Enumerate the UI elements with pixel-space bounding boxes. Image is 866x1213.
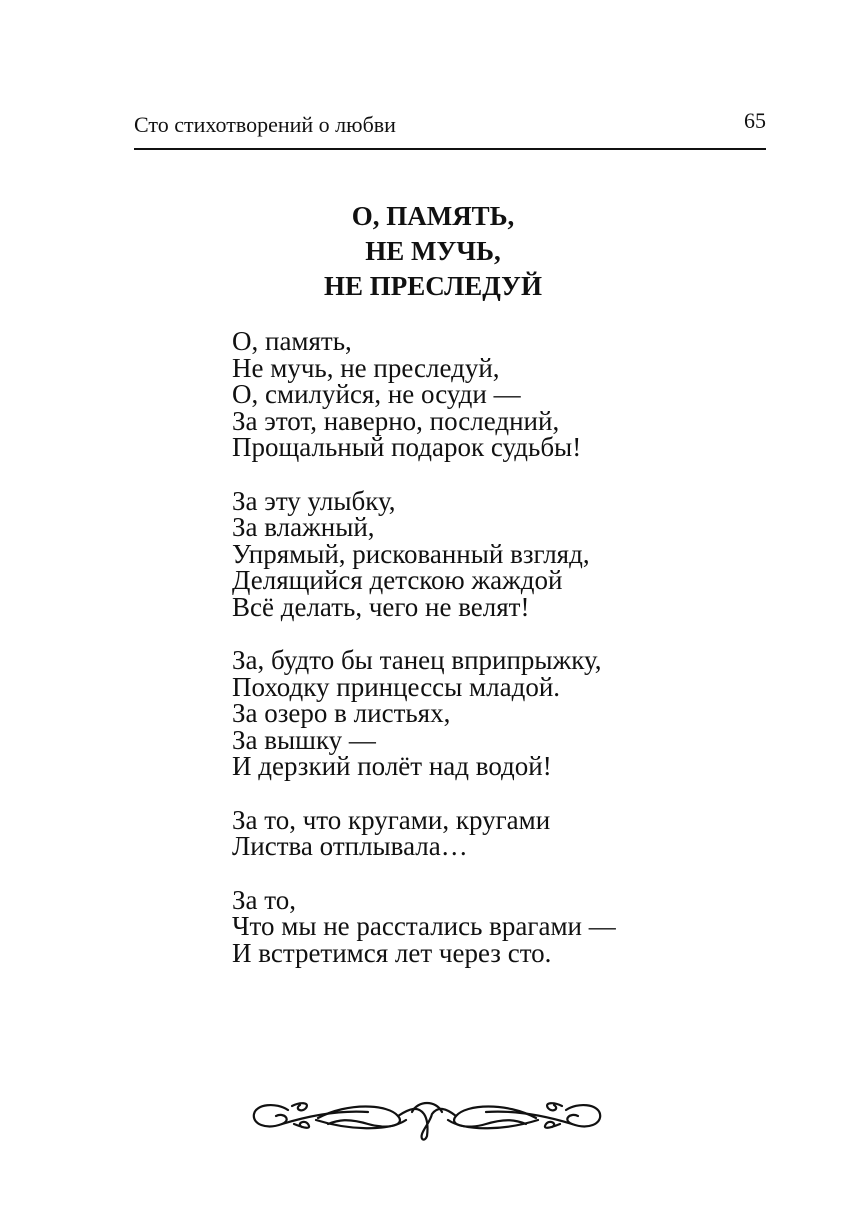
poem-line: Упрямый, рискованный взгляд, <box>232 538 590 569</box>
stanza <box>232 647 792 780</box>
poem-line: За то, <box>232 884 296 915</box>
poem-line: Что мы не расстались врагами — <box>232 911 616 941</box>
poem-line: Прощальный подарок судьбы! <box>232 432 582 462</box>
page-number: 65 <box>744 108 766 133</box>
poem-line: И встретимся лет через сто. <box>232 937 552 968</box>
flourish-divider-icon <box>248 1094 606 1146</box>
stanza <box>232 328 792 461</box>
poem-line: За эту улыбку, <box>232 485 396 516</box>
poem-line: О, память, <box>232 326 352 356</box>
stanza <box>232 804 792 861</box>
poem-line: За, будто бы танец вприпрыжку, <box>232 645 602 675</box>
poem-line: Всё делать, чего не велят! <box>232 591 530 622</box>
running-header <box>134 108 766 150</box>
poem-line: За озеро в листьях, <box>232 698 451 728</box>
poem-line: О, смилуйся, не осуди — <box>232 379 521 409</box>
poem-line: За этот, наверно, последний, <box>232 405 560 436</box>
stanza <box>232 884 792 968</box>
poem-line: За то, что кругами, кругами <box>232 804 551 835</box>
poem-title-line: О, ПАМЯТЬ, <box>351 201 515 231</box>
poem-title <box>0 199 866 304</box>
poem-line: Походку принцессы младой. <box>232 671 561 702</box>
poem-title-line: НЕ ПРЕСЛЕДУЙ <box>324 271 542 301</box>
poem-line: Не мучь, не преследуй, <box>232 352 500 383</box>
poem-line: И дерзкий полёт над водой! <box>232 751 552 781</box>
poem-body <box>232 328 792 993</box>
poem-title-line: НЕ МУЧЬ, <box>365 236 501 266</box>
poem-line: Листва отплывала… <box>232 831 468 861</box>
poem-line: За влажный, <box>232 512 375 542</box>
running-title: Сто стихотворений о любви <box>134 112 396 137</box>
poem-line: За вышку — <box>232 724 376 755</box>
stanza <box>232 485 792 622</box>
poem-line: Делящийся детскою жаждой <box>232 565 563 595</box>
